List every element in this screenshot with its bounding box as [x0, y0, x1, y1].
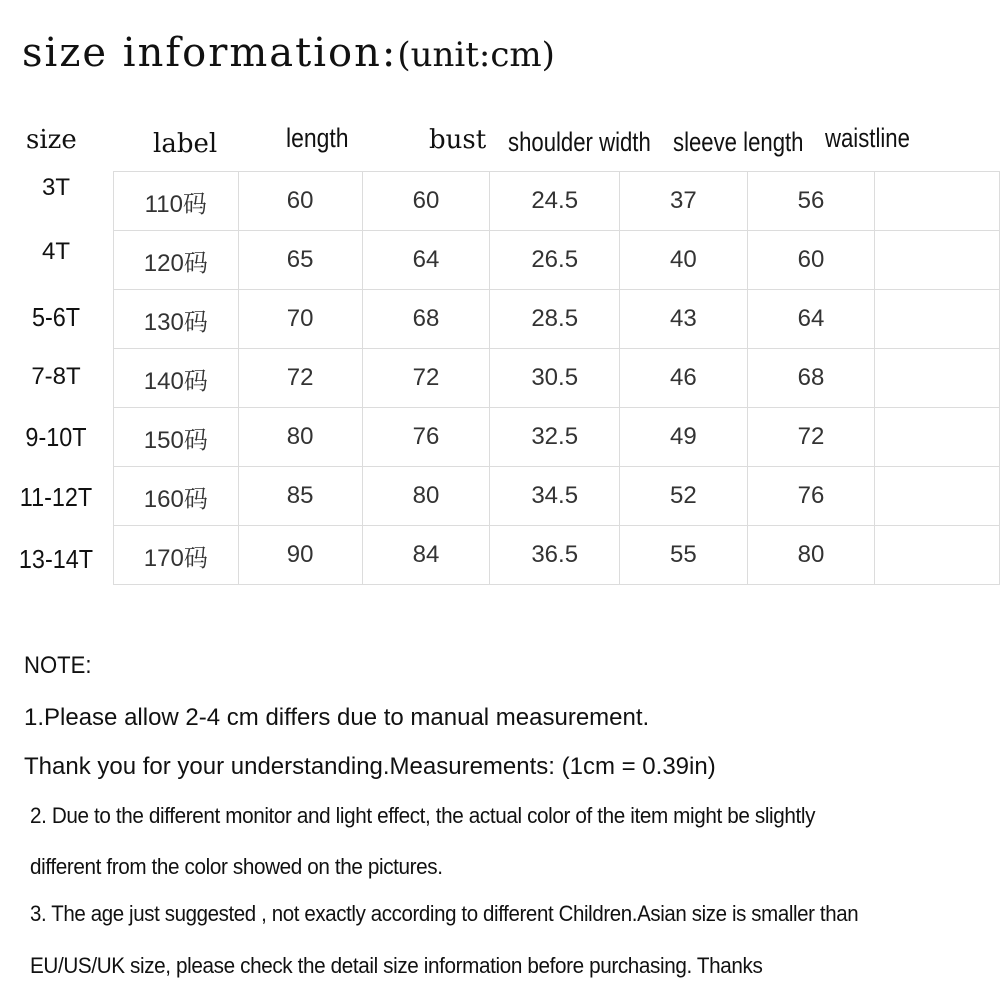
note-line: EU/US/UK size, please check the detail size information before purchasing. Thanks — [30, 953, 763, 978]
waist-cell: 80 — [747, 526, 875, 585]
empty-cell — [875, 526, 1000, 585]
length-cell: 85 — [238, 467, 362, 526]
table-row — [114, 172, 1000, 231]
label-cell: 120码 — [114, 231, 239, 290]
length-cell: 60 — [238, 172, 362, 231]
sleeve-cell: 43 — [620, 290, 748, 349]
title-main: size information: — [22, 30, 398, 76]
bust-cell: 64 — [362, 231, 490, 290]
size-cell: 11-12T — [19, 482, 93, 512]
title-unit: (unit:cm) — [397, 35, 555, 75]
sleeve-cell: 40 — [620, 231, 748, 290]
note-line: 1.Please allow 2-4 cm differs due to manual measurement. — [24, 704, 650, 731]
table-row — [114, 349, 1000, 408]
shoulder-cell: 32.5 — [490, 408, 620, 467]
bust-cell: 84 — [362, 526, 490, 585]
waist-cell: 60 — [747, 231, 875, 290]
empty-cell — [875, 172, 1000, 231]
length-cell: 65 — [238, 231, 362, 290]
sleeve-cell: 55 — [620, 526, 748, 585]
label-cell: 110码 — [114, 172, 239, 231]
length-cell: 90 — [238, 526, 362, 585]
empty-cell — [875, 467, 1000, 526]
size-table — [113, 171, 1000, 585]
bust-cell: 68 — [362, 290, 490, 349]
label-cell: 140码 — [114, 349, 239, 408]
length-cell: 80 — [238, 408, 362, 467]
empty-cell — [875, 408, 1000, 467]
size-cell: 5-6T — [31, 302, 81, 332]
size-info-title — [22, 30, 555, 76]
note-heading: NOTE: — [24, 652, 92, 679]
waist-cell: 76 — [747, 467, 875, 526]
sleeve-cell: 49 — [620, 408, 748, 467]
table-row — [114, 290, 1000, 349]
note-line: different from the color showed on the pictures. — [30, 854, 443, 879]
bust-cell: 60 — [362, 172, 490, 231]
header-length: length — [286, 123, 349, 153]
bust-cell: 72 — [362, 349, 490, 408]
table-row — [114, 231, 1000, 290]
header-size: size — [26, 125, 77, 155]
shoulder-cell: 30.5 — [490, 349, 620, 408]
header-shoulder-width: shoulder width — [508, 127, 651, 157]
shoulder-cell: 24.5 — [490, 172, 620, 231]
table-row — [114, 467, 1000, 526]
bust-cell: 76 — [362, 408, 490, 467]
waist-cell: 68 — [747, 349, 875, 408]
size-cell: 7-8T — [31, 363, 81, 390]
note-line: 2. Due to the different monitor and light effect, the actual color of the item might be slightly — [30, 803, 816, 828]
waist-cell: 64 — [747, 290, 875, 349]
size-cell: 4T — [41, 238, 70, 265]
header-bust: bust — [429, 125, 487, 155]
bust-cell: 80 — [362, 467, 490, 526]
length-cell: 72 — [238, 349, 362, 408]
empty-cell — [875, 349, 1000, 408]
size-cell: 9-10T — [25, 422, 87, 452]
shoulder-cell: 36.5 — [490, 526, 620, 585]
label-cell: 150码 — [114, 408, 239, 467]
note-line: 3. The age just suggested , not exactly according to different Children.Asian size is smaller than — [30, 901, 859, 926]
waist-cell: 72 — [747, 408, 875, 467]
label-cell: 130码 — [114, 290, 239, 349]
shoulder-cell: 28.5 — [490, 290, 620, 349]
label-cell: 170码 — [114, 526, 239, 585]
shoulder-cell: 34.5 — [490, 467, 620, 526]
label-cell: 160码 — [114, 467, 239, 526]
sleeve-cell: 46 — [620, 349, 748, 408]
header-label: label — [153, 129, 218, 159]
shoulder-cell: 26.5 — [490, 231, 620, 290]
header-waistline: waistline — [825, 123, 910, 153]
length-cell: 70 — [238, 290, 362, 349]
sleeve-cell: 37 — [620, 172, 748, 231]
note-line: Thank you for your understanding.Measurements: (1cm = 0.39in) — [24, 753, 716, 780]
size-cell: 3T — [41, 174, 70, 201]
header-sleeve-length: sleeve length — [673, 127, 804, 157]
table-row — [114, 408, 1000, 467]
empty-cell — [875, 231, 1000, 290]
waist-cell: 56 — [747, 172, 875, 231]
size-cell: 13-14T — [18, 544, 94, 574]
sleeve-cell: 52 — [620, 467, 748, 526]
empty-cell — [875, 290, 1000, 349]
table-row — [114, 526, 1000, 585]
